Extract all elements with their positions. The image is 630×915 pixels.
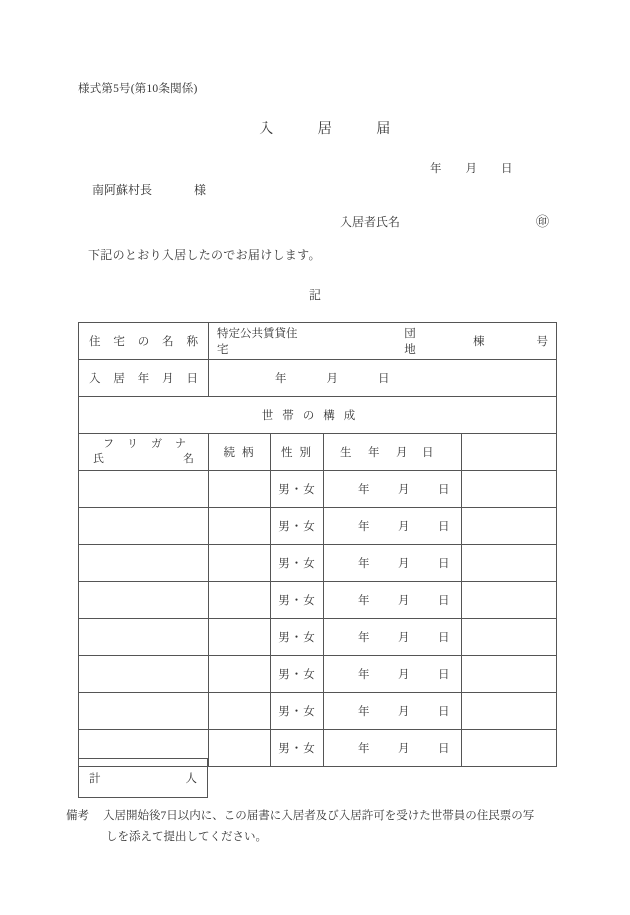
applicant-name-line <box>340 211 549 230</box>
remarks-cell[interactable] <box>462 545 557 582</box>
birthdate-header-char-4: 日 <box>422 447 434 459</box>
birthdate-header-char-1: 生 <box>340 447 352 459</box>
remarks-cell[interactable] <box>462 582 557 619</box>
birth-day-label: 日 <box>438 743 450 755</box>
birth-month-label: 月 <box>398 595 410 607</box>
furigana-header-char-1: フ <box>103 438 114 451</box>
birthdate-cell[interactable] <box>324 471 462 508</box>
table-row <box>79 656 557 693</box>
name-cell[interactable] <box>79 545 209 582</box>
date-year-label: 年 <box>430 163 442 175</box>
room-number-label: 号 <box>536 336 548 348</box>
gender-header-label: 性別 <box>281 447 318 459</box>
total-unit-label: 人 <box>185 773 197 785</box>
birth-year-label: 年 <box>358 558 370 570</box>
remarks-cell[interactable] <box>462 508 557 545</box>
gender-cell[interactable]: 男・女 <box>271 730 324 767</box>
gender-cell[interactable]: 男・女 <box>271 545 324 582</box>
relation-cell[interactable] <box>209 508 271 545</box>
birth-day-label: 日 <box>438 521 450 533</box>
birth-month-label: 月 <box>398 484 410 496</box>
form-number: 様式第5号(第10条関係) <box>78 83 198 95</box>
move-in-date-value-cell[interactable] <box>209 360 557 397</box>
house-name-label-char-5: 称 <box>186 336 198 348</box>
birth-month-label: 月 <box>398 632 410 644</box>
relation-cell[interactable] <box>209 545 271 582</box>
gender-cell[interactable]: 男・女 <box>271 693 324 730</box>
furigana-name-header-cell <box>79 434 209 471</box>
date-month-label: 月 <box>465 163 477 175</box>
relation-header-label: 続柄 <box>223 447 261 459</box>
name-cell[interactable] <box>79 656 209 693</box>
birth-day-label: 日 <box>438 706 450 718</box>
move-in-day-label: 日 <box>378 373 390 385</box>
addressee <box>92 181 206 198</box>
household-table <box>78 322 557 767</box>
applicant-name-label: 入居者氏名 <box>340 215 401 229</box>
house-name-value-cell[interactable] <box>209 323 557 360</box>
birthdate-header-char-3: 月 <box>396 447 408 459</box>
birthdate-cell[interactable] <box>324 730 462 767</box>
move-in-date-label-cell <box>79 360 209 397</box>
remarks-cell[interactable] <box>462 730 557 767</box>
title-char-2: 居 <box>317 122 333 137</box>
relation-cell[interactable] <box>209 619 271 656</box>
birthdate-cell[interactable] <box>324 582 462 619</box>
relation-cell[interactable] <box>209 582 271 619</box>
remarks-header-cell <box>462 434 557 471</box>
seal-icon: ㊞ <box>536 214 550 229</box>
ki-mark: 記 <box>308 288 321 302</box>
table-row-column-headers <box>79 434 557 471</box>
gender-cell[interactable]: 男・女 <box>271 508 324 545</box>
birth-year-label: 年 <box>358 595 370 607</box>
footnote-line-1: 入居開始後7日以内に、この届書に入居者及び入居許可を受けた世帯員の住民票の写 <box>103 810 535 822</box>
birth-day-label: 日 <box>438 558 450 570</box>
table-row-total <box>79 759 208 798</box>
table-row-house-name <box>79 323 557 360</box>
relation-cell[interactable] <box>209 693 271 730</box>
relation-cell[interactable] <box>209 730 271 767</box>
danchi-label: 団地 <box>404 328 416 356</box>
table-row <box>79 693 557 730</box>
name-header-right: 名 <box>183 453 194 465</box>
birthdate-header-cell <box>324 434 462 471</box>
move-in-label-char-3: 年 <box>137 373 150 385</box>
move-in-label-char-5: 日 <box>186 373 198 385</box>
relation-cell[interactable] <box>209 656 271 693</box>
birth-year-label: 年 <box>358 521 370 533</box>
move-in-label-char-4: 月 <box>162 373 174 385</box>
birth-year-label: 年 <box>358 484 370 496</box>
remarks-cell[interactable] <box>462 656 557 693</box>
building-label: 棟 <box>473 336 485 348</box>
table-row <box>79 545 557 582</box>
footnote <box>66 806 586 849</box>
birth-year-label: 年 <box>358 632 370 644</box>
birth-day-label: 日 <box>438 484 450 496</box>
table-row <box>79 582 557 619</box>
name-cell[interactable] <box>79 693 209 730</box>
gender-cell[interactable]: 男・女 <box>271 656 324 693</box>
addressee-honorific: 様 <box>194 183 207 197</box>
birth-month-label: 月 <box>398 669 410 681</box>
date-day-label: 日 <box>501 163 513 175</box>
birth-day-label: 日 <box>438 595 450 607</box>
birth-year-label: 年 <box>358 743 370 755</box>
submission-date-line <box>430 160 513 176</box>
birth-year-label: 年 <box>358 706 370 718</box>
relation-cell[interactable] <box>209 471 271 508</box>
house-name-label-char-1: 住 <box>89 336 101 348</box>
birth-month-label: 月 <box>398 743 410 755</box>
furigana-header-char-2: リ <box>127 438 138 451</box>
furigana-header-char-3: ガ <box>151 438 162 451</box>
remarks-cell[interactable] <box>462 619 557 656</box>
gender-cell[interactable]: 男・女 <box>271 471 324 508</box>
title-char-3: 届 <box>376 122 391 137</box>
birth-day-label: 日 <box>438 632 450 644</box>
table-row <box>79 508 557 545</box>
birth-month-label: 月 <box>398 521 410 533</box>
total-label: 計 <box>89 773 101 785</box>
title-char-1: 入 <box>259 122 274 137</box>
birthdate-cell[interactable] <box>324 545 462 582</box>
birth-month-label: 月 <box>398 706 410 718</box>
house-name-label-char-3: の <box>137 336 150 348</box>
house-name-label-cell <box>79 323 209 360</box>
move-in-year-label: 年 <box>275 373 287 385</box>
table-row-move-in-date <box>79 360 557 397</box>
furigana-header-char-4: ナ <box>175 438 186 451</box>
table-row <box>79 471 557 508</box>
birthdate-cell[interactable] <box>324 693 462 730</box>
household-header-label: 世帯の構成 <box>261 410 365 422</box>
birth-day-label: 日 <box>438 669 450 681</box>
footnote-line-2: しを添えて提出してください。 <box>106 831 267 844</box>
birthdate-cell[interactable] <box>324 656 462 693</box>
household-header-cell <box>79 397 557 434</box>
gender-cell[interactable]: 男・女 <box>271 619 324 656</box>
birth-year-label: 年 <box>358 669 370 681</box>
lead-sentence: 下記のとおり入居したのでお届けします。 <box>88 248 321 262</box>
total-row-table <box>78 758 208 798</box>
birthdate-header-char-2: 年 <box>368 447 380 459</box>
page-title <box>210 118 440 138</box>
name-cell[interactable] <box>79 508 209 545</box>
addressee-name: 南阿蘇村長 <box>92 183 153 197</box>
name-cell[interactable] <box>79 471 209 508</box>
house-name-label-char-2: 宅 <box>113 336 125 348</box>
footnote-label: 備考 <box>66 810 89 822</box>
total-cell[interactable] <box>79 759 208 798</box>
move-in-month-label: 月 <box>326 373 338 385</box>
relation-header-cell <box>209 434 271 471</box>
house-name-value: 特定公共賃貸住宅 <box>217 328 298 356</box>
name-header-left: 氏 <box>93 453 104 465</box>
remarks-cell[interactable] <box>462 471 557 508</box>
remarks-cell[interactable] <box>462 693 557 730</box>
birthdate-cell[interactable] <box>324 619 462 656</box>
gender-cell[interactable]: 男・女 <box>271 582 324 619</box>
birth-month-label: 月 <box>398 558 410 570</box>
gender-header-cell <box>271 434 324 471</box>
move-in-label-char-2: 居 <box>113 373 125 385</box>
name-cell[interactable] <box>79 619 209 656</box>
table-row-household-header <box>79 397 557 434</box>
name-cell[interactable] <box>79 582 209 619</box>
table-row <box>79 619 557 656</box>
birthdate-cell[interactable] <box>324 508 462 545</box>
move-in-label-char-1: 入 <box>89 373 101 385</box>
house-name-label-char-4: 名 <box>162 336 174 348</box>
